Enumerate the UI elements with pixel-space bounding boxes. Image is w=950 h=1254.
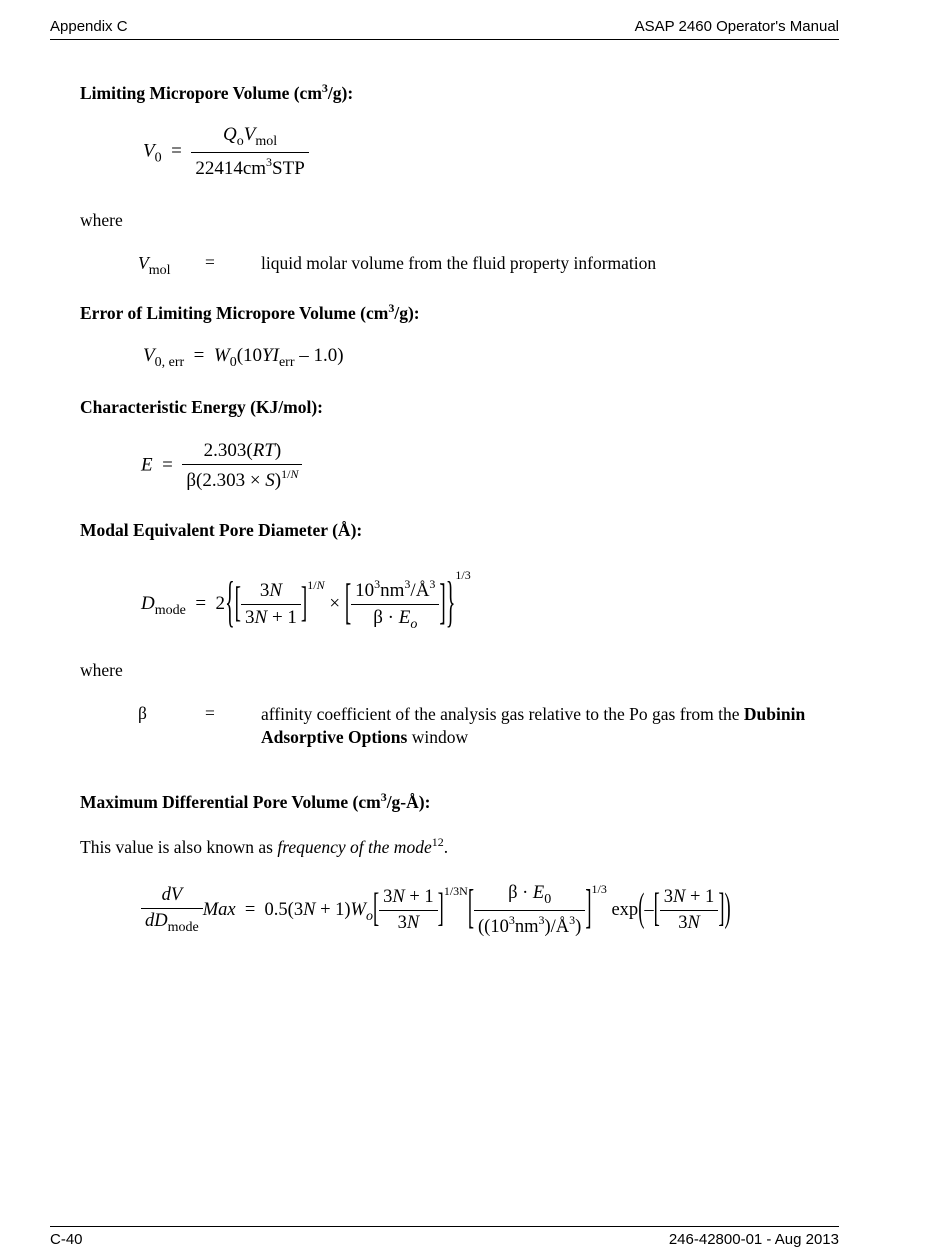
header-manual-title: ASAP 2460 Operator's Manual: [634, 18, 839, 35]
heading-modal-pore-diameter: Modal Equivalent Pore Diameter (Å):: [80, 520, 363, 540]
definition-vmol-symbol: $V_{mol}$: [138, 253, 171, 278]
frequency-of-mode-text: This value is also known as frequency of the mode$^{12}$.: [80, 835, 449, 857]
equation-max-differential-pore-volume: $\frac{dV}{dD_{mode}}$ Max = $0.5(3N + 1)W_o$[ $\frac{3N + 1}{3N}$ ]$^{1/3N}$[ $\frac{\beta \cdot E_0}{((10^3nm^3)/Å^3)}$ ]$^{1/3}$ exp(–[ $\frac{3N + 1}{3N}$ ]): [141, 882, 731, 938]
equation-v0: $V_0$ = $\frac{Q_oV_{mol}}{22414cm^3STP}$: [143, 124, 309, 180]
equation-d-mode: $D_{mode} = 2${[ $\frac{3N}{3N + 1}$ ]$^{1/N}$ × [ $\frac{10^3nm^3/Å^3}{\beta \cdot E_o}$ ]}$^{1/3}$: [141, 568, 471, 635]
heading-max-differential-pore-volume: Maximum Differential Pore Volume $(cm^3/g-Å)$:: [80, 790, 431, 812]
definition-beta-equals: =: [205, 703, 215, 723]
page-header: [50, 17, 839, 40]
header-section-label: Appendix C: [50, 18, 128, 35]
footer-document-number: 246-42800-01 - Aug 2013: [668, 1231, 839, 1248]
page-footer: [50, 1226, 839, 1248]
footer-page-number: C-40: [50, 1231, 83, 1248]
definition-vmol-text: liquid molar volume from the fluid property information: [261, 253, 657, 273]
equation-characteristic-energy: E = $\frac{2.303(RT)}{\beta(2.303 \times S)^{1/N}}$: [141, 440, 302, 492]
heading-characteristic-energy: Characteristic Energy (KJ/mol):: [80, 397, 323, 417]
where-label-2: where: [80, 660, 123, 680]
definition-beta-symbol: β: [138, 703, 147, 723]
definition-vmol-equals: =: [205, 252, 215, 272]
equation-v0-err: $V_{0, err} = W_0(10YI_{err} - 1.0)$: [143, 345, 344, 370]
where-label-1: where: [80, 210, 123, 230]
heading-limiting-micropore-volume: Limiting Micropore Volume $(cm^3/g)$:: [80, 81, 354, 103]
definition-beta-text: affinity coefficient of the analysis gas relative to the Po gas from the Dubinin Adsorptive Options window: [261, 704, 806, 747]
heading-error-limiting-micropore-volume: Error of Limiting Micropore Volume $(cm^3/g)$:: [80, 301, 420, 323]
